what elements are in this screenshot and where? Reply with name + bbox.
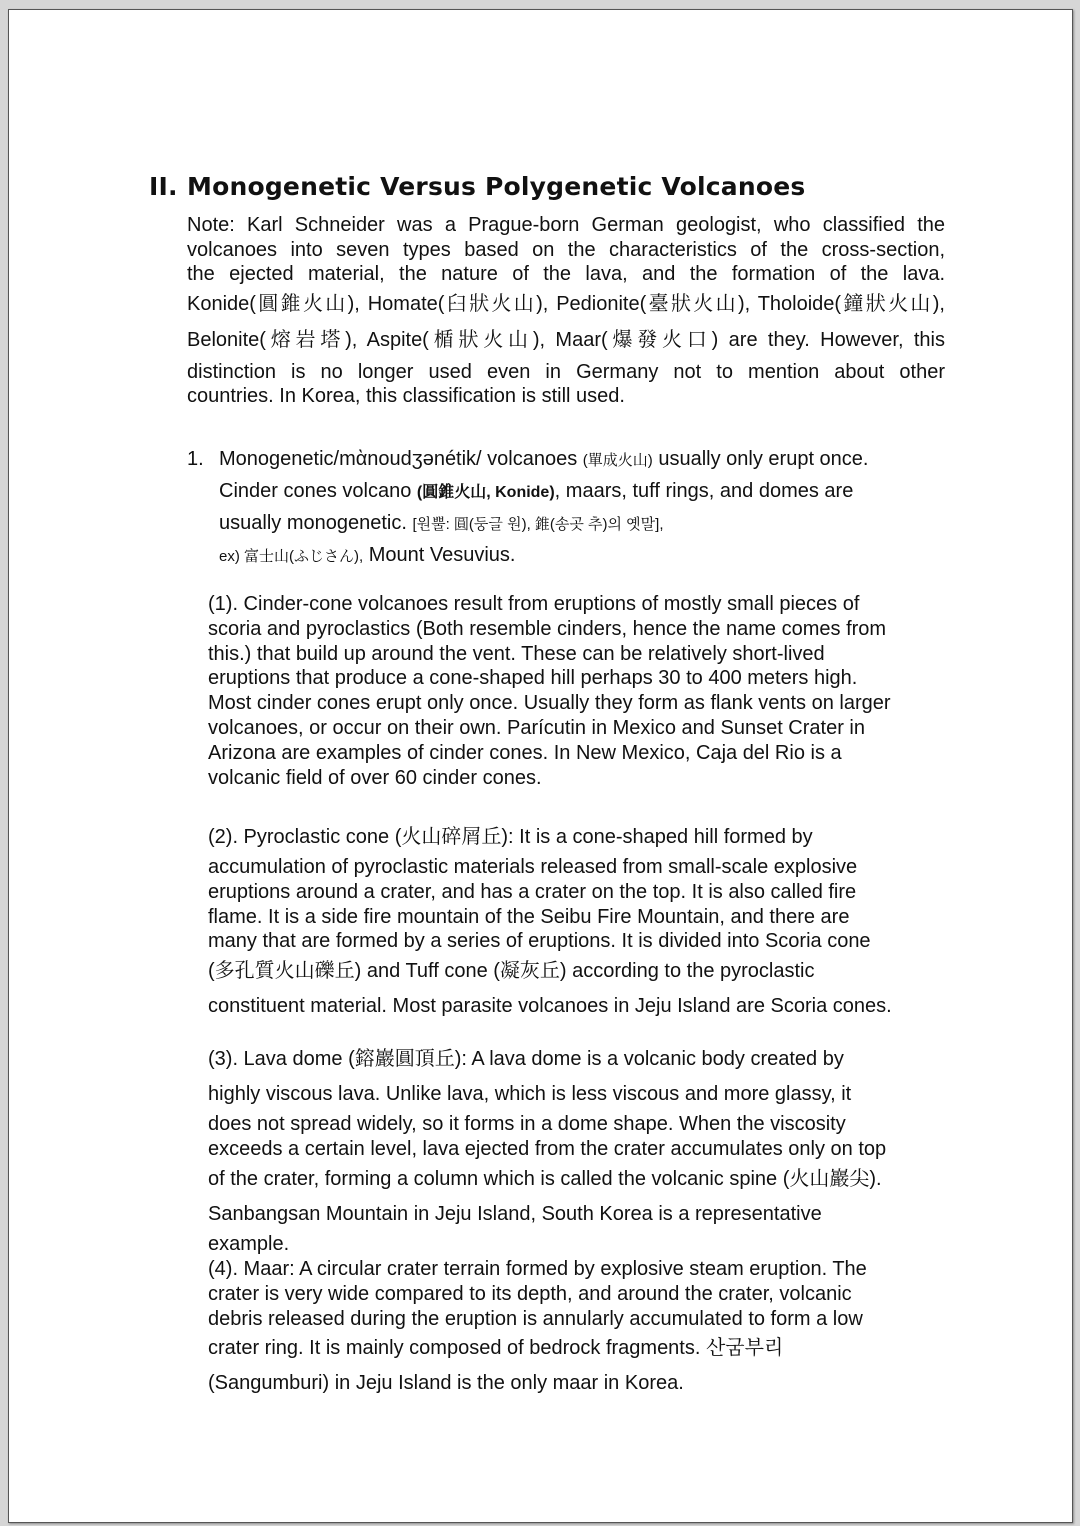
paragraph-line: this.) that build up around the vent. These can be relatively short-lived [208, 642, 825, 665]
paragraph-line: (Sangumburi) in Jeju Island is the only maar in Korea. [208, 1372, 684, 1395]
paragraph-line: debris released during the eruption is annularly accumulated to form a low [208, 1307, 863, 1330]
section-title: Monogenetic Versus Polygenetic Volcanoes [187, 172, 806, 201]
paragraph-line: constituent material. Most parasite volcanoes in Jeju Island are Scoria cones. [208, 995, 892, 1018]
note-line: Note: Karl Schneider was a Prague-born German geologist, who classified the [187, 214, 945, 236]
list-etymology: [원뿔: 圓(둥글 원), 錐(송곳 추)의 옛말], [412, 516, 664, 533]
paragraph-line: scoria and pyroclastics (Both resemble cinders, hence the name comes from [208, 617, 887, 640]
paragraph-line: crater is very wide compared to its depth, and around the crater, volcanic [208, 1282, 852, 1305]
paragraph-line: (多孔質火山礫丘) and Tuff cone (凝灰丘) according to the pyroclastic [208, 960, 815, 983]
list-text: usually monogenetic. [219, 512, 413, 534]
list-item-monogenetic [187, 444, 927, 572]
list-line [219, 476, 927, 508]
list-line [219, 444, 927, 476]
paragraph-lava-dome [208, 1042, 948, 1256]
note-line: countries. In Korea, this classification is still used. [187, 385, 625, 407]
list-line [219, 508, 927, 540]
list-hanja: (單成火山) [582, 452, 653, 469]
list-text: Mount Vesuvius. [363, 544, 516, 566]
list-text: usually only erupt once. [652, 448, 869, 470]
document-page [8, 9, 1073, 1523]
paragraph-line: (4). Maar: A circular crater terrain formed by explosive steam eruption. The [208, 1258, 867, 1280]
list-bold-term: (圓錐火山, Konide) [416, 484, 555, 501]
paragraph-line: accumulation of pyroclastic materials released from small-scale explosive [208, 856, 858, 878]
paragraph-line: (3). Lava dome (鎔巖圓頂丘): A lava dome is a volcanic body created by [208, 1048, 844, 1070]
list-item-body [219, 444, 927, 572]
paragraph-line: Most cinder cones erupt only once. Usually they form as flank vents on larger [208, 692, 891, 715]
paragraph-line: (1). Cinder-cone volcanoes result from eruptions of mostly small pieces of [208, 593, 860, 615]
note-line: distinction is no longer used even in Germany not to mention about other [187, 360, 945, 383]
paragraph-line: volcanoes, or occur on their own. Parícutin in Mexico and Sunset Crater in [208, 716, 865, 739]
list-text: Monogenetic/mὰnoudʒənétik/ volcanoes [219, 448, 583, 470]
section-heading [149, 172, 805, 201]
paragraph-line: eruptions around a crater, and has a crater on the top. It is also called fire [208, 880, 857, 903]
paragraph-line: highly viscous lava. Unlike lava, which is less viscous and more glassy, it [208, 1083, 852, 1105]
list-text: Cinder cones volcano [219, 480, 417, 502]
paragraph-line: (2). Pyroclastic cone (火山碎屑丘): It is a cone-shaped hill formed by [208, 826, 813, 848]
note-paragraph [187, 213, 945, 409]
paragraph-line: crater ring. It is mainly composed of bedrock fragments. 산굼부리 [208, 1337, 784, 1360]
section-number: II. [149, 172, 178, 201]
paragraph-line: of the crater, forming a column which is called the volcanic spine (火山巖尖). [208, 1167, 882, 1190]
note-line: Belonite(熔岩塔), Aspite(楯狀火山), Maar(爆發火口) are they. However, this [187, 328, 945, 351]
paragraph-line: exceeds a certain level, lava ejected from the crater accumulates only on top [208, 1137, 887, 1160]
paragraph-line: eruptions that produce a cone-shaped hill perhaps 30 to 400 meters high. [208, 667, 858, 690]
list-text: , maars, tuff rings, and domes are [554, 480, 854, 502]
paragraph-line: many that are formed by a series of eruptions. It is divided into Scoria cone [208, 930, 871, 953]
list-line [219, 540, 927, 572]
paragraph-line: flame. It is a side fire mountain of the Seibu Fire Mountain, and there are [208, 905, 850, 928]
paragraph-pyroclastic-cone [208, 820, 948, 1024]
paragraph-line: example. [208, 1232, 290, 1255]
note-line: volcanoes into seven types based on the characteristics of the cross-section, [187, 238, 945, 261]
paragraph-line: Sanbangsan Mountain in Jeju Island, South Korea is a representative [208, 1202, 822, 1225]
note-line: Konide(圓錐火山), Homate(臼狀火山), Pedionite(臺狀火山), Tholoide(鐘狀火山), [187, 292, 945, 315]
paragraph-cinder-cone [208, 592, 948, 790]
paragraph-line: Arizona are examples of cinder cones. In New Mexico, Caja del Rio is a [208, 741, 842, 764]
list-number: 1. [187, 448, 204, 470]
paragraph-line: does not spread widely, so it forms in a dome shape. When the viscosity [208, 1113, 846, 1135]
paragraph-maar [208, 1257, 948, 1401]
note-line: the ejected material, the nature of the lava, and the formation of the lava. [187, 263, 945, 285]
list-example: ex) 富士山(ふじさん), [219, 548, 364, 565]
paragraph-line: volcanic field of over 60 cinder cones. [208, 766, 542, 789]
